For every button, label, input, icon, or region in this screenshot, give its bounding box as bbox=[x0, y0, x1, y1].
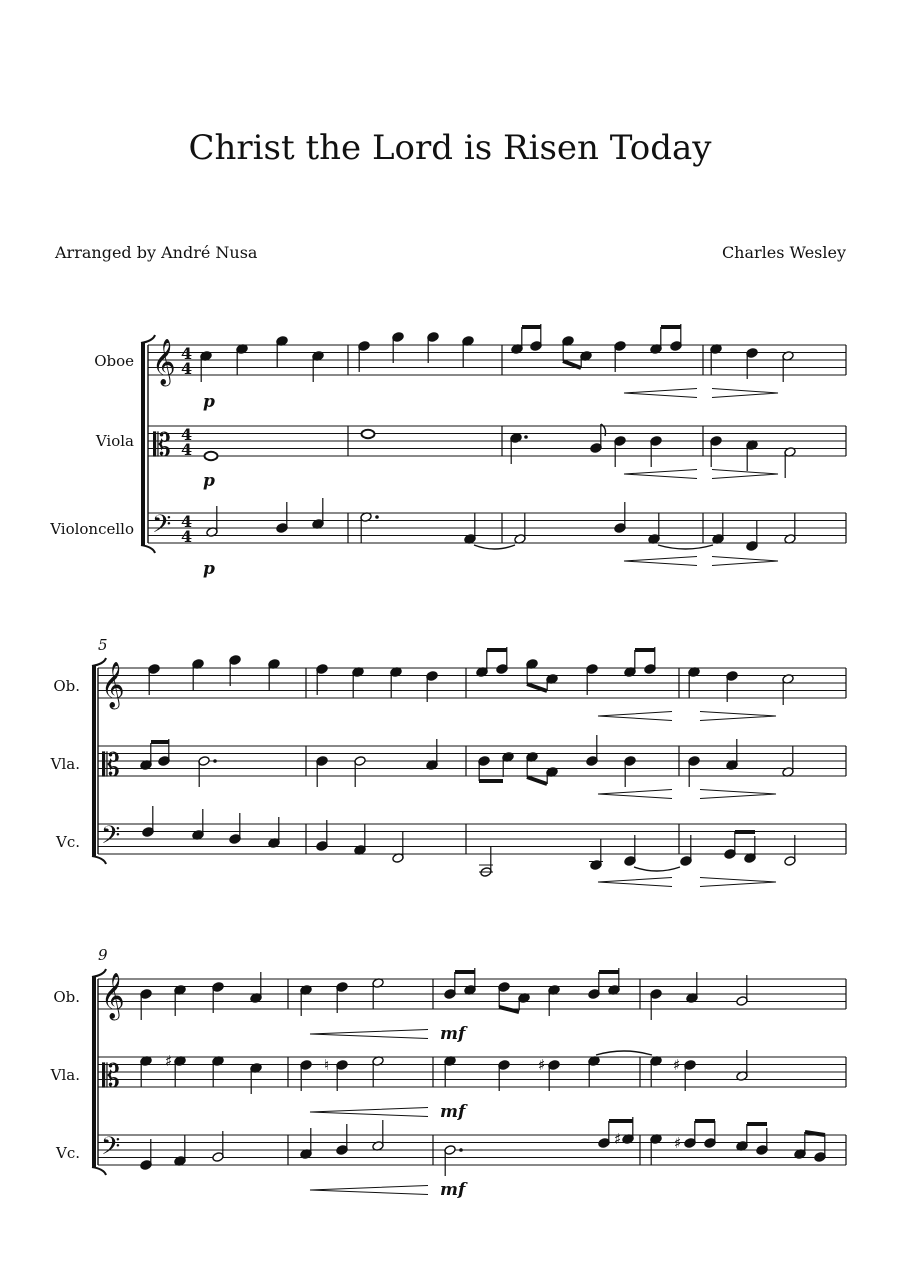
crescendo-hairpin bbox=[624, 557, 697, 566]
decrescendo-hairpin bbox=[700, 790, 776, 799]
whole-note bbox=[205, 452, 218, 460]
augmentation-dot bbox=[213, 759, 217, 763]
tie bbox=[474, 545, 515, 549]
tie bbox=[596, 1051, 652, 1055]
time-signature-denominator: 4 bbox=[181, 440, 193, 459]
bass-clef-icon: 𝄢 bbox=[101, 821, 121, 856]
instrument-name-oboe: Oboe bbox=[94, 352, 134, 370]
time-signature-numerator: 4 bbox=[181, 425, 193, 444]
crescendo-hairpin bbox=[310, 1030, 428, 1039]
crescendo-hairpin bbox=[598, 712, 672, 721]
augmentation-dot bbox=[524, 435, 528, 439]
bass-clef-icon: 𝄢 bbox=[101, 1132, 121, 1167]
dynamic-marking: mf bbox=[440, 1102, 466, 1122]
alto-clef-icon: 𝄡 bbox=[102, 1057, 120, 1095]
decrescendo-hairpin bbox=[700, 712, 776, 721]
dynamic-marking: p bbox=[203, 392, 215, 412]
arranger-credit: Arranged by André Nusa bbox=[55, 243, 258, 262]
sharp-accidental: ♯ bbox=[165, 1052, 173, 1070]
crescendo-hairpin bbox=[310, 1108, 428, 1117]
composer-credit: Charles Wesley bbox=[721, 243, 846, 262]
dynamic-marking: mf bbox=[440, 1180, 466, 1200]
treble-clef-icon: 𝄞 bbox=[101, 662, 125, 708]
instrument-name-cello-short: Vc. bbox=[55, 1144, 80, 1162]
instrument-name-viola: Viola bbox=[95, 432, 134, 450]
beam bbox=[527, 684, 547, 691]
crescendo-hairpin bbox=[310, 1186, 428, 1195]
time-signature-numerator: 4 bbox=[181, 512, 193, 531]
time-signature-denominator: 4 bbox=[181, 359, 193, 378]
dynamic-marking: mf bbox=[440, 1024, 466, 1044]
alto-clef-icon: 𝄡 bbox=[102, 746, 120, 784]
crescendo-hairpin bbox=[624, 389, 697, 398]
treble-clef-icon: 𝄞 bbox=[101, 973, 125, 1019]
instrument-name-cello: Violoncello bbox=[50, 520, 134, 538]
measure-number: 5 bbox=[98, 636, 108, 654]
crescendo-hairpin bbox=[598, 790, 672, 799]
beam bbox=[563, 361, 581, 368]
sharp-accidental: ♯ bbox=[538, 1056, 546, 1074]
bracket-bottom-hook bbox=[141, 545, 155, 553]
bracket-bottom-hook bbox=[92, 1167, 106, 1175]
instrument-name-oboe-short: Ob. bbox=[53, 677, 80, 695]
augmentation-dot bbox=[375, 515, 379, 519]
sharp-accidental: ♯ bbox=[673, 1056, 681, 1074]
time-signature-denominator: 4 bbox=[181, 527, 193, 546]
decrescendo-hairpin bbox=[700, 878, 776, 887]
whole-note bbox=[362, 430, 375, 438]
instrument-name-cello-short: Vc. bbox=[55, 833, 80, 851]
decrescendo-hairpin bbox=[712, 470, 778, 479]
tie bbox=[658, 545, 713, 549]
time-signature-numerator: 4 bbox=[181, 344, 193, 363]
bracket-bottom-hook bbox=[92, 856, 106, 864]
crescendo-hairpin bbox=[624, 470, 697, 479]
beam bbox=[527, 777, 547, 784]
natural-accidental: ♮ bbox=[324, 1056, 330, 1074]
sharp-accidental: ♯ bbox=[674, 1134, 682, 1152]
decrescendo-hairpin bbox=[712, 557, 778, 566]
instrument-name-viola-short: Vla. bbox=[50, 1066, 80, 1084]
decrescendo-hairpin bbox=[712, 389, 778, 398]
crescendo-hairpin bbox=[598, 878, 672, 887]
dynamic-marking: p bbox=[203, 559, 215, 579]
score-title: Christ the Lord is Risen Today bbox=[188, 128, 712, 168]
alto-clef-icon: 𝄡 bbox=[153, 426, 171, 464]
sharp-accidental: ♯ bbox=[614, 1130, 622, 1148]
dynamic-marking: p bbox=[203, 471, 215, 491]
augmentation-dot bbox=[459, 1148, 463, 1152]
tie bbox=[634, 867, 680, 871]
instrument-name-viola-short: Vla. bbox=[50, 755, 80, 773]
beam bbox=[499, 1007, 519, 1012]
instrument-name-oboe-short: Ob. bbox=[53, 988, 80, 1006]
measure-number: 9 bbox=[98, 946, 108, 964]
treble-clef-icon: 𝄞 bbox=[152, 339, 176, 385]
bass-clef-icon: 𝄢 bbox=[152, 510, 172, 545]
